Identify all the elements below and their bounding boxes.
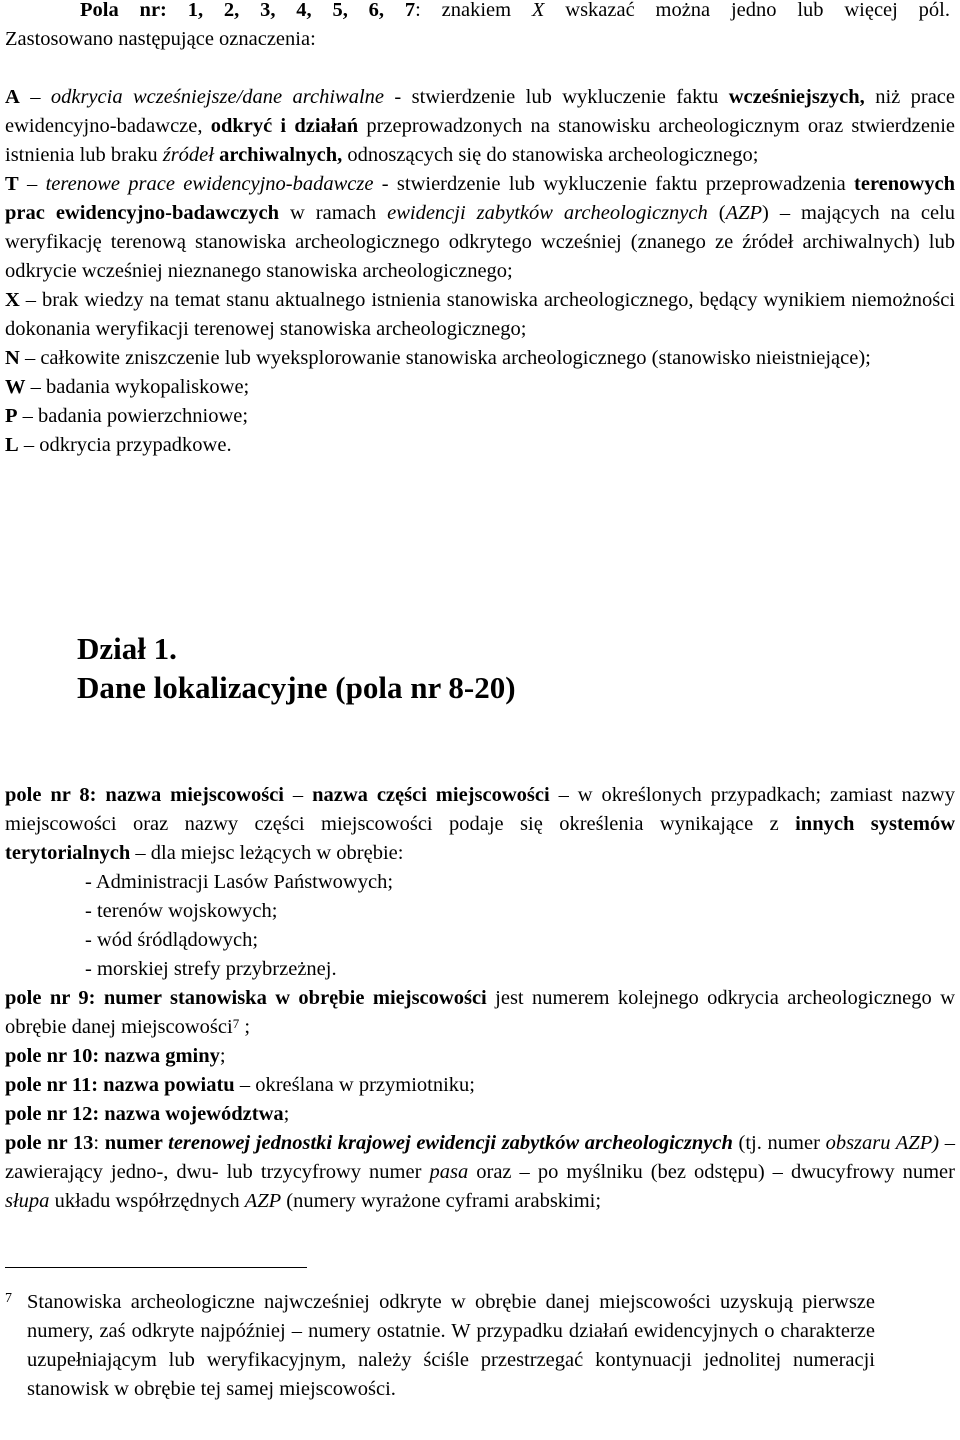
- section-title: Dane lokalizacyjne (pola nr 8-20): [77, 670, 516, 705]
- legend-item-n: N – całkowite zniszczenie lub wyeksplorowanie stanowiska archeologicznego (stanowisko nieistniejące);: [5, 347, 871, 369]
- legend-item-l: L – odkrycia przypadkowe.: [5, 434, 232, 456]
- field-10-label: pole nr 10: nazwa gminy: [5, 1045, 220, 1067]
- footnote-number: 7: [5, 1291, 12, 1306]
- section-number: Dział 1.: [77, 631, 177, 666]
- footnote: [5, 1288, 875, 1404]
- field-13: pole nr 13: numer terenowej jednostki krajowej ewidencji zabytków archeologicznych (tj. numer obszaru AZP) – zawierający jedno-, dwu- lub trzycyfrowy numer pasa oraz – po myślniku (bez odstępu) – dwucyfrowy numer słupa układu współrzędnych AZP (numery wyrażone cyframi arabskimi;: [5, 1132, 955, 1212]
- list-item: - wód śródlądowych;: [85, 929, 259, 951]
- legend-item-t: T – terenowe prace ewidencyjno-badawcze - stwierdzenie lub wykluczenie faktu przeprowadzenia terenowych prac ewidencyjno-badawczych w ramach ewidencji zabytków archeologicznych (AZP) – mających na celu weryfikację terenową stanowiska archeologicznego odkrytego wcześniej (znanego ze źródeł archiwalnych) lub odkrycie wcześniej nieznanego stanowiska archeologicznego;: [5, 173, 956, 282]
- fields-1-7-label: Pola nr: 1, 2, 3, 4, 5, 6, 7: [80, 0, 416, 21]
- x-symbol: X: [531, 0, 545, 21]
- legend-item-w: W – badania wykopaliskowe;: [5, 376, 250, 398]
- field-11-label: pole nr 11: nazwa powiatu: [5, 1074, 235, 1096]
- footnote-ref: 7: [232, 1016, 240, 1031]
- legend-item-p: P – badania powierzchniowe;: [5, 405, 249, 427]
- field-11: pole nr 11: nazwa powiatu – określana w przymiotniku;: [5, 1074, 475, 1096]
- footnote-text: Stanowiska archeologiczne najwcześniej odkryte w obrębie danej miejscowości uzyskują pierwsze numery, zaś odkryte najpóźniej – numery ostatnie. W przypadku działań ewidencyjnych o charakterze uzupełniającym lub weryfikacyjnym, należy ściśle przestrzegać kontynuacji jednolitej numeracji stanowisk w obrębie tej samej miejscowości.: [27, 1291, 875, 1400]
- field-9: pole nr 9: numer stanowiska w obrębie miejscowości jest numerem kolejnego odkrycia archeologicznego w obrębie danej miejscowości$^7$ ;: [5, 987, 955, 1038]
- intro-line-1: Pola nr: 1, 2, 3, 4, 5, 6, 7: znakiem X wskazać można jedno lub więcej pól.: [80, 0, 950, 21]
- legend: [5, 83, 955, 460]
- legend-item-a: A – odkrycia wcześniejsze/dane archiwalne - stwierdzenie lub wykluczenie faktu wcześniejszych, niż prace ewidencyjno-badawcze, odkryć i działań przeprowadzonych na stanowisku archeologicznym oraz stwierdzenie istnienia lub braku źródeł archiwalnych, odnoszących się do stanowiska archeologicznego;: [5, 86, 956, 166]
- list-item: - terenów wojskowych;: [85, 900, 278, 922]
- footnote-separator: [5, 1267, 307, 1268]
- field-12-label: pole nr 12: nazwa województwa: [5, 1103, 284, 1125]
- field-9-label: pole nr 9: numer stanowiska w obrębie miejscowości: [5, 987, 487, 1009]
- field-8-list: [85, 868, 955, 984]
- field-8: pole nr 8: nazwa miejscowości – nazwa części miejscowości – w określonych przypadkach; zamiast nazwy miejscowości oraz nazwy części miejscowości podaje się określenia wynikające z innych systemów terytorialnych – dla miejsc leżących w obrębie:: [5, 784, 956, 864]
- legend-item-x: X – brak wiedzy na temat stanu aktualnego istnienia stanowiska archeologicznego, będący wynikiem niemożności dokonania weryfikacji terenowej stanowiska archeologicznego;: [5, 289, 955, 340]
- list-item: - morskiej strefy przybrzeżnej.: [85, 958, 337, 980]
- field-12: pole nr 12: nazwa województwa;: [5, 1103, 290, 1125]
- list-item: - Administracji Lasów Państwowych;: [85, 871, 394, 893]
- field-13-label: pole nr 13: [5, 1132, 94, 1154]
- intro-line-2: Zastosowano następujące oznaczenia:: [5, 28, 316, 50]
- field-8-label: pole nr 8: nazwa miejscowości: [5, 784, 284, 806]
- field-10: pole nr 10: nazwa gminy;: [5, 1045, 226, 1067]
- fields: [5, 781, 955, 1216]
